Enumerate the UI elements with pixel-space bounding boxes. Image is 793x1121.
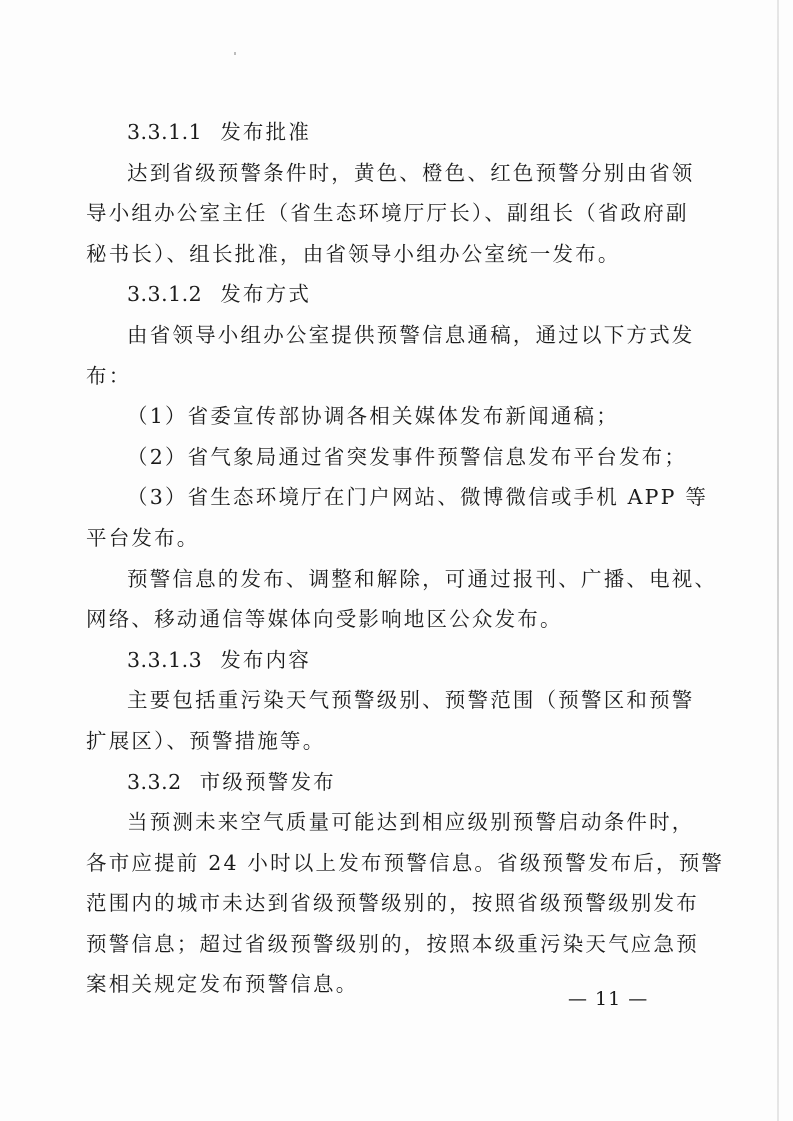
- list-item-2: （2）省气象局通过省突发事件预警信息发布平台发布；: [127, 444, 688, 469]
- paragraph-line: 扩展区）、预警措施等。: [86, 728, 326, 753]
- section-3-3-2-heading: [86, 762, 686, 803]
- paragraph-line: 导小组办公室主任（省生态环境厅厅长）、副组长（省政府副: [86, 201, 689, 226]
- section-3-3-1-3-paragraph: [86, 680, 695, 761]
- scan-speck: [234, 52, 236, 55]
- list-item-3: [86, 477, 709, 558]
- paragraph-line: 主要包括重污染天气预警级别、预警范围（预警区和预警: [127, 688, 695, 713]
- paragraph-line: 网络、移动通信等媒体向受影响地区公众发布。: [86, 607, 563, 632]
- paragraph-line: 布：: [86, 363, 132, 388]
- paragraph-line: 秘书长）、组长批准，由省领导小组办公室统一发布。: [86, 241, 621, 266]
- section-3-3-2-paragraph: [86, 802, 725, 1005]
- paragraph-line: 预警信息；超过省级预警级别的，按照本级重污染天气应急预: [86, 931, 699, 956]
- list-item-1: （1）省委宣传部协调各相关媒体发布新闻通稿；: [127, 404, 619, 429]
- section-3-3-1-1-heading: [86, 112, 686, 153]
- paragraph-line: 由省领导小组办公室提供预警信息通稿，通过以下方式发: [127, 322, 695, 347]
- section-3-3-1-2-paragraph-2: [86, 559, 718, 640]
- section-number: 3.3.1.3: [127, 647, 203, 672]
- paragraph-line: 范围内的城市未达到省级预警级别的，按照省级预警级别发布: [86, 891, 699, 916]
- section-3-3-1-3-heading: [86, 640, 686, 681]
- section-title: 市级预警发布: [199, 769, 336, 794]
- section-3-3-1-1-paragraph: [86, 153, 695, 275]
- section-number: 3.3.1.1: [127, 120, 203, 144]
- section-number: 3.3.2: [127, 769, 182, 794]
- paragraph-line: 平台发布。: [86, 525, 200, 550]
- scan-edge: [777, 0, 779, 1121]
- paragraph-line: 达到省级预警条件时，黄色、橙色、红色预警分别由省领: [127, 160, 695, 185]
- section-3-3-1-2-heading: [86, 274, 686, 315]
- paragraph-line: 预警信息的发布、调整和解除，可通过报刊、广播、电视、: [127, 566, 718, 591]
- section-title: 发布批准: [220, 120, 312, 144]
- section-3-3-1-2-paragraph: [86, 315, 695, 396]
- section-title: 发布内容: [220, 647, 312, 672]
- paragraph-line: 当预测未来空气质量可能达到相应级别预警启动条件时，: [127, 810, 695, 835]
- paragraph-line: 案相关规定发布预警信息。: [86, 972, 359, 997]
- paragraph-line: 各市应提前 24 小时以上发布预警信息。省级预警发布后，预警: [86, 850, 725, 875]
- paragraph-line: （3）省生态环境厅在门户网站、微博微信或手机 APP 等: [127, 485, 709, 510]
- page-number: — 11 —: [568, 988, 649, 1010]
- section-number: 3.3.1.2: [127, 282, 203, 307]
- section-title: 发布方式: [220, 282, 312, 307]
- document-body: [86, 112, 725, 1005]
